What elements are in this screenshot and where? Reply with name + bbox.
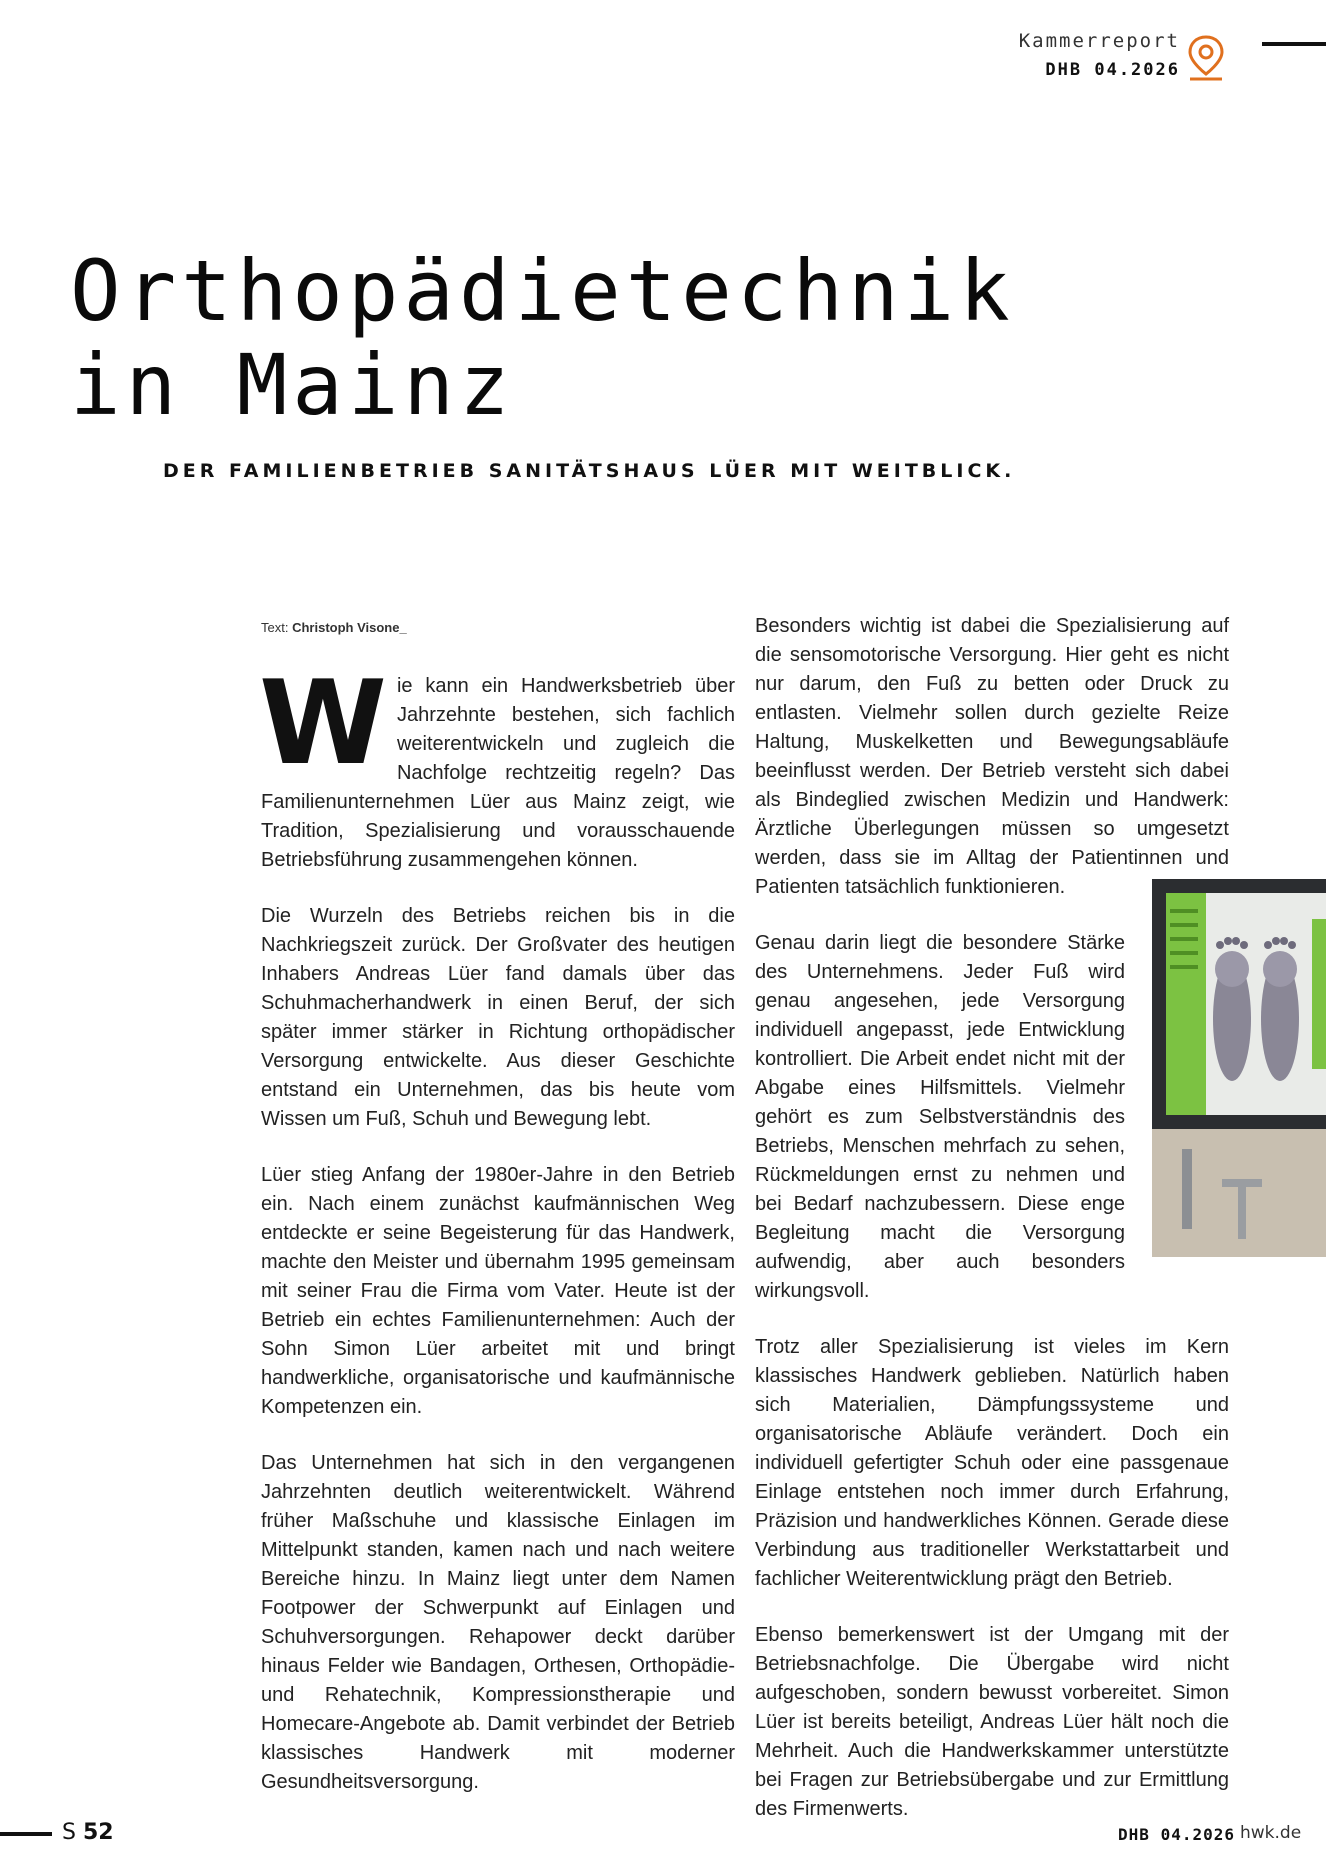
intro-text-rest: Nachfolge rechtzeitig regeln? Das Familienunternehmen Lüer aus Mainz zeigt, wie Tradition, Spezialisierung und vorausschauende Betriebsführung zusammengehen können. <box>261 762 735 871</box>
paragraph-7: Trotz aller Spezialisierung ist vieles im Kern klassisches Handwerk geblieben. Natürlich haben sich Materialien, Dämpfungssysteme und organisatorische Abläufe verändert. Doch ein individuell gefertigter Schuh oder eine passgenaue Einlage entstehen noch immer durch Erfahrung, Präzision und handwerkliches Können. Gerade diese Verbindung aus traditioneller Werkstattarbeit und fachlicher Weiterentwicklung prägt den Betrieb. <box>755 1336 1229 1590</box>
paragraph-intro <box>259 656 735 875</box>
byline-author: Christoph Visone_ <box>292 620 407 635</box>
paragraph-5-main: Besonders wichtig ist dabei die Spezialisierung auf die sensomotorische Versorgung. Hier geht es nicht nur darum, den Fuß zu betten oder Druck zu entlasten. Vielmehr sollen durch gezielte Reize Haltung, Muskelketten und Bewegungsabläufe beeinflusst werden. Der Betrieb versteht sich dabei als Bindeglied zwischen Medizin und Handwerk: Ärztliche Überlegungen müssen so umgesetzt werden, dass sie im Alltag der Patientinnen und Patienten tatsächlich <box>755 615 1229 898</box>
byline-label: Text: <box>261 620 289 635</box>
footer-issue: DHB 04.2026 <box>1118 1825 1235 1844</box>
issue-label: DHB 04.2026 <box>1045 60 1180 80</box>
paragraph-6: Genau darin liegt die besondere Stärke des Unternehmens. Jeder Fuß wird genau angesehen, jede Versorgung individuell angepasst, jede Entwicklung kontrolliert. Die Arbeit endet nicht mit der Abgabe eines Hilfsmittels. Vielmehr gehört es zum Selbstverständnis des Betriebs, Menschen mehrfach zu sehen, Rückmeldungen ernst zu nehmen und bei Bedarf nachzubessern. Diese enge Begleitung macht die Versorgung aufwendig, aber auch besonders wirkungsvoll. <box>755 932 1125 1302</box>
header-rule <box>1262 42 1326 46</box>
paragraph-8: Ebenso bemerkenswert ist der Umgang mit der Betriebsnachfolge. Die Übergabe wird nicht aufgeschoben, sondern bewusst vorbereitet. Simon Lüer ist bereits beteiligt, Andreas Lüer hält noch die Mehrheit. Auch die Handwerkskammer unterstützte bei Fragen zur Betriebsübergabe und zur Ermittlung des Firmenwerts. <box>755 1624 1229 1820</box>
footer-rule <box>0 1832 52 1836</box>
paragraph-5 <box>755 612 1229 902</box>
title-line-2: in Mainz <box>70 336 515 434</box>
byline <box>261 620 407 635</box>
paragraph-3: Lüer stieg Anfang der 1980er-Jahre in den Betrieb ein. Nach einem zunächst kaufmännischen Weg entdeckte er seine Begeisterung für das Handwerk, machte den Meister und übernahm 1995 gemeinsam mit seiner Frau die Firma vom Vater. Heute ist der Betrieb ein echtes Familienunternehmen: Auch der Sohn Simon Lüer arbeitet mit und bringt handwerkliche, organisatorische und kaufmännische Kompetenzen ein. <box>261 1164 735 1418</box>
foot-scan-photo <box>1152 879 1326 1257</box>
page-number-value: 52 <box>82 1820 114 1845</box>
location-pin-icon <box>1186 34 1226 82</box>
paragraph-2: Die Wurzeln des Betriebs reichen bis in die Nachkriegszeit zurück. Der Großvater des heutigen Inhabers Andreas Lüer fand damals über das Schuhmacherhandwerk in einen Beruf, der sich später immer stärker in Richtung orthopädischer Versorgung entwickelte. Aus dieser Geschichte entstand ein Unternehmen, das bis heute vom Wissen um Fuß, Schuh und Bewegung lebt. <box>261 905 735 1130</box>
left-column <box>259 656 735 1824</box>
title-line-1: Orthopädietechnik <box>70 242 1015 340</box>
page-number <box>62 1820 114 1845</box>
article-subtitle: DER FAMILIENBETRIEB SANITÄTSHAUS LÜER MIT WEITBLICK. <box>163 460 1016 482</box>
paragraph-5-end: funktionieren. <box>945 876 1066 898</box>
page-prefix: S <box>62 1820 76 1845</box>
section-label: Kammerreport <box>1018 30 1180 52</box>
intro-text-first: ie kann ein Handwerksbetrieb über Jahrzehnte bestehen, sich fachlich weiterentwickeln und zugleich die <box>396 675 735 755</box>
article-title <box>70 244 1015 432</box>
paragraph-4: Das Unternehmen hat sich in den vergangenen Jahrzehnten deutlich weiterentwickelt. Während früher Maßschuhe und klassische Einlagen im Mittelpunkt standen, kamen nach und nach weitere Bereiche hinzu. In Mainz liegt unter dem Namen Footpower der Schwerpunkt auf Einlagen und Schuhversorgungen. Rehapower deckt darüber hinaus Felder wie Bandagen, Orthesen, Orthopädie- und Rehatechnik, Kompressionstherapie und Homecare-Angebote ab. Damit verbindet der Betrieb klassisches Handwerk mit moderner Gesundheitsversorgung. <box>261 1452 735 1793</box>
dropcap: W <box>259 656 387 791</box>
footer-website[interactable]: hwk.de <box>1240 1823 1302 1843</box>
